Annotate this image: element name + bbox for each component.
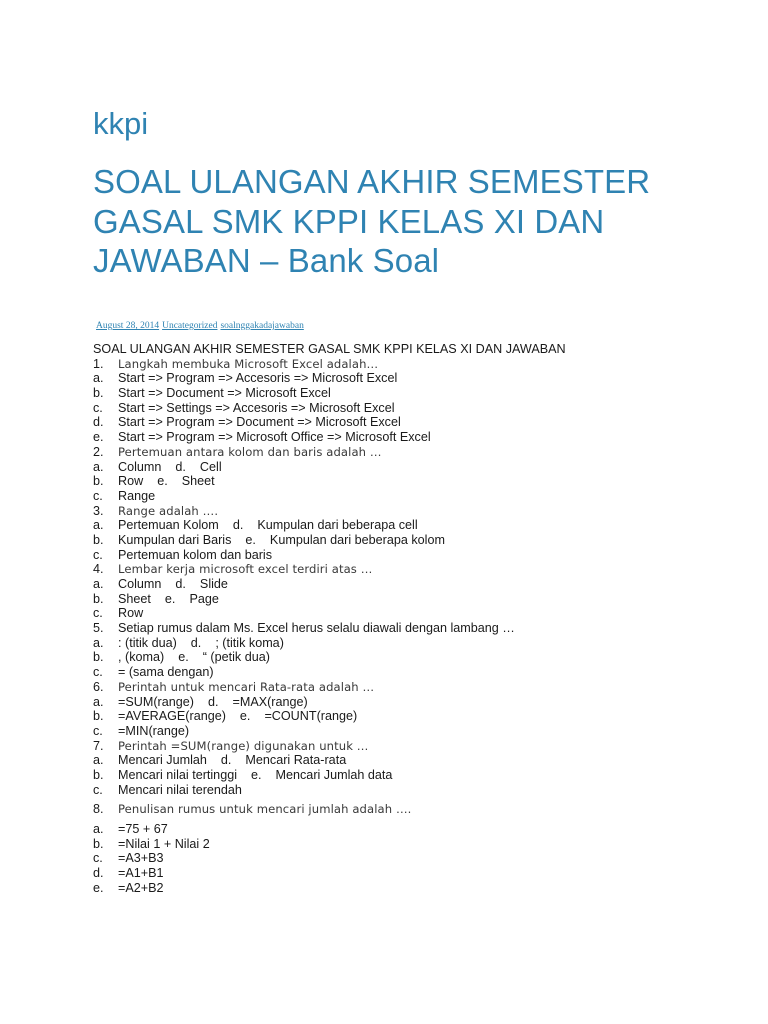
q2-option-c: c. Range <box>93 488 156 503</box>
q8-option-a: a. =75 + 67 <box>93 822 168 836</box>
q8-option-b: b. =Nilai 1 + Nilai 2 <box>93 836 210 851</box>
question-4: 4. Lembar kerja microsoft excel terdiri atas … <box>93 562 373 577</box>
question-2: 2. Pertemuan antara kolom dan baris adalah … <box>93 444 382 459</box>
q6-option-b-e: b. =AVERAGE(range) e. =COUNT(range) <box>93 709 358 724</box>
post-content <box>93 342 733 895</box>
q8-option-e: e. =A2+B2 <box>93 880 164 895</box>
q3-option-a-d: a. Pertemuan Kolom d. Kumpulan dari beberapa cell <box>93 518 418 533</box>
post-tag-link[interactable]: soalnggakadajawaban <box>220 321 304 331</box>
question-6: 6. Perintah untuk mencari Rata-rata adalah … <box>93 679 375 694</box>
q1-option-e: e. Start => Program => Microsoft Office => Microsoft Excel <box>93 430 431 445</box>
q3-option-c: c. Pertemuan kolom dan baris <box>93 547 273 562</box>
question-1: 1. Langkah membuka Microsoft Excel adalah… <box>93 356 379 371</box>
q1-option-c: c. Start => Settings => Accesoris => Microsoft Excel <box>93 400 395 415</box>
q3-option-b-e: b. Kumpulan dari Baris e. Kumpulan dari beberapa kolom <box>93 532 445 547</box>
q4-option-b-e: b. Sheet e. Page <box>93 591 219 606</box>
post-meta <box>96 321 307 331</box>
post-date-link[interactable]: August 28, 2014 <box>96 321 160 331</box>
question-8: 8. Penulisan rumus untuk mencari jumlah adalah …. <box>93 802 412 817</box>
q5-option-b-e: b. , (koma) e. “ (petik dua) <box>93 650 270 665</box>
q4-option-a-d: a. Column d. Slide <box>93 577 228 591</box>
q8-option-c: c. =A3+B3 <box>93 851 164 866</box>
q6-option-a-d: a. =SUM(range) d. =MAX(range) <box>93 694 308 709</box>
q7-option-a-d: a. Mencari Jumlah d. Mencari Rata-rata <box>93 753 347 768</box>
site-title-link[interactable]: kkpi <box>93 106 149 141</box>
q1-option-a: a. Start => Program => Accesoris => Microsoft Excel <box>93 371 398 386</box>
q5-option-c: c. = (sama dengan) <box>93 665 214 680</box>
q5-option-a-d: a. : (titik dua) d. ; (titik koma) <box>93 635 284 650</box>
q8-option-d: d. =A1+B1 <box>93 866 164 881</box>
q6-option-c: c. =MIN(range) <box>93 723 190 738</box>
q1-option-d: d. Start => Program => Document => Microsoft Excel <box>93 415 401 430</box>
content-heading: SOAL ULANGAN AKHIR SEMESTER GASAL SMK KPPI KELAS XI DAN JAWABAN <box>93 342 566 356</box>
q2-option-a-d: a. Column d. Cell <box>93 459 222 474</box>
q7-option-b-e: b. Mencari nilai tertinggi e. Mencari Jumlah data <box>93 767 393 782</box>
question-3: 3. Range adalah …. <box>93 503 219 518</box>
q7-option-c: c. Mencari nilai terendah <box>93 782 242 797</box>
question-7: 7. Perintah =SUM(range) digunakan untuk … <box>93 738 369 753</box>
q1-option-b: b. Start => Document => Microsoft Excel <box>93 386 331 401</box>
q2-option-b-e: b. Row e. Sheet <box>93 474 215 489</box>
question-5: 5. Setiap rumus dalam Ms. Excel herus selalu diawali dengan lambang … <box>93 621 515 636</box>
q4-option-c: c. Row <box>93 606 144 621</box>
post-title: SOAL ULANGAN AKHIR SEMESTER GASAL SMK KPPI KELAS XI DAN JAWABAN – Bank Soal <box>93 163 651 279</box>
post-category-link[interactable]: Uncategorized <box>162 321 218 331</box>
